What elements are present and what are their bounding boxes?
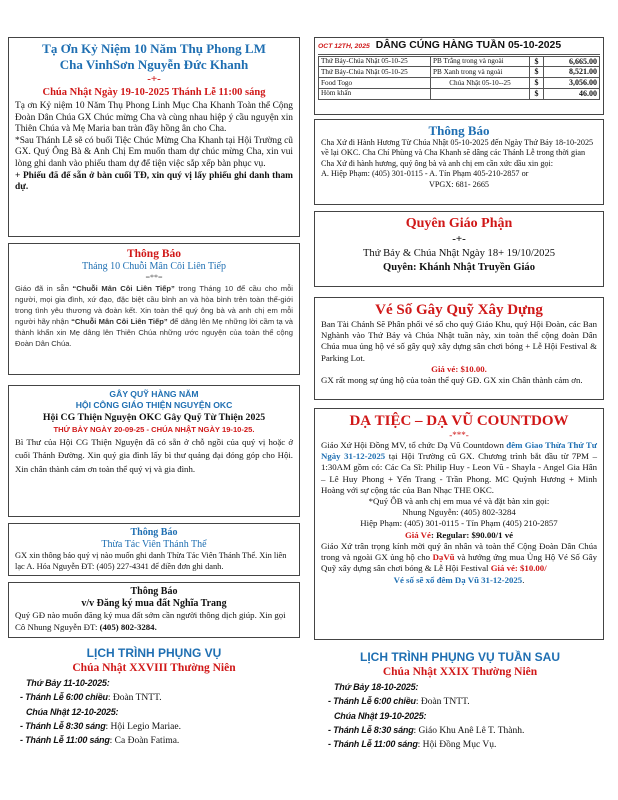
schedule-day-2: Chúa Nhật 12-10-2025: bbox=[26, 706, 119, 717]
party-text: Giáo Xứ Hội Đồng MV, tổ chức Dạ Vũ Countdown đêm Giao Thừa Thứ Tư Ngày 31-12-2025 tại Hội Trường cũ GX. Chương trình bắt đầu từ 7PM – 1:30AM gồm có: Các Ca Sĩ: Philip Huy - Leon Vũ - Shayla - Angel Gia Hân – Lê Huy Phong + Yến Trang - Trần Phong. MC Quỳnh Hương + Minh Hoàng với sự cộng tác của Ban Nhạc THE OKC. bbox=[321, 440, 597, 495]
charity-text: Bì Thư của Hội CG Thiện Nguyện đã có sẵn ở chỗ ngồi của quý vị hoặc ở cuối Thánh Đường. Xin quý gia đình lấy bì thư quảng đại đóng góp cho Hội. Xin chân thành cảm ơn toàn thể quý vị và gia đình. bbox=[15, 437, 293, 474]
party-title: DẠ TIỆC – DẠ VŨ COUNTDOW bbox=[349, 413, 569, 429]
anniversary-subtitle: Cha VinhSơn Nguyễn Đức Khanh bbox=[59, 57, 249, 72]
cemetery-subtitle: v/v Đăng ký mua đất Nghĩa Trang bbox=[81, 598, 227, 609]
schedule-next-subtitle: Chúa Nhật XXIX Thường Niên bbox=[382, 666, 538, 678]
anniversary-date: Chúa Nhật Ngày 19-10-2025 Thánh Lễ 11:00 sáng bbox=[42, 87, 266, 98]
schedule-next-day-1: Thứ Bảy 18-10-2025: bbox=[334, 682, 419, 692]
lottery-notice bbox=[314, 297, 604, 400]
weekly-offering bbox=[314, 37, 604, 115]
anniversary-ornament: -+- bbox=[147, 73, 161, 85]
schedule-this-week bbox=[8, 646, 300, 796]
charity-dates: THỨ BẢY NGÀY 20-09-25 - CHÚA NHẬT NGÀY 19-10-25. bbox=[53, 425, 255, 434]
weekly-title: DÂNG CÚNG HÀNG TUẦN 05-10-2025 bbox=[375, 40, 562, 51]
anniversary-signup-text: + Phiếu đã để sẵn ở bàn cuối TĐ, xin quý vị lấy phiếu ghi danh tham dự. bbox=[15, 170, 293, 193]
eucharist-text: GX xin thông báo quý vị nào muốn ghi danh Thừa Tác Viên Thánh Thể. Xin liên lạc A. Hóa Nguyễn ĐT: (405) 227-4341 để điền đơn ghi danh. bbox=[15, 551, 287, 571]
diocese-ornament: -+- bbox=[452, 233, 466, 245]
rosary-ornament: =**= bbox=[145, 273, 163, 282]
offering-table bbox=[318, 56, 600, 100]
rosary-notice bbox=[8, 243, 300, 375]
eucharist-notice bbox=[8, 523, 300, 576]
lottery-thanks: GX rất mong sự ủng hộ của toàn thể quý GĐ. GX xin Chân thành cảm ơn. bbox=[321, 375, 583, 386]
pilgrimage-title: Thông Báo bbox=[428, 123, 490, 138]
pilgrimage-notice bbox=[314, 119, 604, 205]
anniversary-notice bbox=[8, 37, 300, 237]
rosary-subtitle: Tháng 10 Chuỗi Mân Côi Liên Tiếp bbox=[82, 261, 226, 272]
lottery-title: Vé Số Gây Quỹ Xây Dựng bbox=[375, 302, 543, 318]
table-row: Thứ Bảy-Chúa Nhật 05-10-25 PB Xanh trong và ngoài $ 8,521.00 bbox=[319, 67, 600, 78]
schedule-next-mass-1: - Thánh Lễ 6:00 chiều: Đoàn TNTT. bbox=[328, 695, 470, 707]
diocese-title: Quyên Giáo Phận bbox=[405, 216, 513, 231]
schedule-mass-3: - Thánh Lễ 11:00 sáng: Ca Đoàn Fatima. bbox=[20, 735, 180, 747]
charity-notice bbox=[8, 385, 300, 517]
party-price: Giá Vé: Regular: $90.00/1 vé bbox=[404, 529, 514, 540]
lottery-text: Ban Tài Chánh Sẽ Phân phối vé số cho quý Giáo Khu, quý Hội Đoàn, các Ban Nghành vào Thứ Bảy và Chúa Nhật tuần này, xin toàn thể cộng đoàn Dân Chúa mua ủng hộ vé số gây quỹ xây dựng sân chơi bóng + Lễ Hội Festival & Parking Lot. bbox=[321, 319, 597, 363]
eucharist-subtitle: Thừa Tác Viên Thánh Thể bbox=[101, 539, 207, 550]
schedule-next-week bbox=[314, 650, 606, 796]
charity-org: HỘI CÔNG GIÁO THIỆN NGUYỆN OKC bbox=[75, 400, 233, 410]
rosary-text: Giáo đã in sẵn “Chuỗi Mân Côi Liên Tiếp” trong Tháng 10 để cầu cho mỗi người, mọi gia đình, xứ đạo, đặc biệt cầu bình an và hòa bình trên toàn thế-giới trong tình yêu thương và đoàn kết. Xin toàn thể quý ông bà và anh chị em mỗi người hãy nhận “Chuỗi Mân Côi Liên Tiếp” để dâng lên Mẹ những lời cầm tạ và thành khẩn xin Mẹ dâng lên Thiên Chúa những ước nguyện của toàn thể cộng Đoàn Dân Chúa. bbox=[15, 284, 293, 348]
party-contact-2: Hiệp Phạm: (405) 301-0115 - Tín Phạm (405) 210-2857 bbox=[360, 518, 558, 529]
party-invite: Giáo Xứ trân trọng kính mời quý ân nhân và toàn thể Cộng Đoàn Dân Chúa trong và ngoài GX ủng hộ cho DạVũ và hướng ứng mua Ủng Hộ Vé Số Gây Quỹ xây dựng sân chơi bóng & Lễ Hội Festival Giá vé: $10.00/ bbox=[321, 540, 597, 574]
party-contact-1: Nhung Nguyễn: (405) 802-3284 bbox=[402, 507, 516, 518]
cemetery-text: Quý GĐ nào muốn đăng ký mua đất sớm cần người thông dịch giúp. Xin gọi Cô Nhung Nguyễn ĐT: (405) 802-3284. bbox=[15, 610, 286, 632]
anniversary-title: Tạ Ơn Kỷ Niệm 10 Năm Thụ Phong LM bbox=[42, 41, 266, 56]
schedule-title: LỊCH TRÌNH PHỤNG VỤ bbox=[86, 646, 222, 660]
anniversary-party-text: *Sau Thánh Lễ sẽ có buổi Tiệc Chúc Mừng Cha Khanh tại Hội Trường cũ GX. Quý Ông Bà & Anh Chị Em muốn tham dự chúc mừng Cha, xin vui lòng ghi danh vào phiếu tham dự để tiện việc sắp xếp bàn phục vụ. bbox=[15, 135, 293, 169]
schedule-mass-1: - Thánh Lễ 6:00 chiều: Đoàn TNTT. bbox=[20, 691, 162, 703]
table-row: Food Togo Chúa Nhật 05-10--25 $ 3,056.00 bbox=[319, 78, 600, 89]
schedule-subtitle: Chúa Nhật XXVIII Thường Niên bbox=[72, 662, 236, 674]
cemetery-title: Thông Báo bbox=[130, 586, 178, 597]
schedule-next-title: LỊCH TRÌNH PHỤNG VỤ TUẦN SAU bbox=[360, 650, 560, 664]
pilgrimage-contacts: A. Hiệp Phạm: (405) 301-0115 - A. Tín Phạm 405-210-2857 or bbox=[321, 169, 529, 179]
pilgrimage-text: Cha Xứ đi Hành Hương Từ Chúa Nhật 05-10-2025 đến Ngày Thứ Bảy 18-10-2025 về lại OKC. Cha Chí Phùng và Cha Khanh sẽ dâng các Thánh Lễ trong thời gian Cha Xứ đi hành hương, quý ông bà và anh chị em cần xức dầu xin gọi: bbox=[321, 138, 594, 168]
schedule-next-day-2: Chúa Nhật 19-10-2025: bbox=[334, 710, 427, 721]
schedule-day-1: Thứ Bảy 11-10-2025: bbox=[26, 678, 110, 688]
diocese-dates: Thứ Bảy & Chúa Nhật Ngày 18+ 19/10/2025 bbox=[362, 248, 556, 259]
rosary-title: Thông Báo bbox=[126, 248, 181, 260]
schedule-next-mass-2: - Thánh Lễ 8:30 sáng: Giáo Khu Anê Lê T. Thành. bbox=[328, 724, 525, 736]
diocese-purpose: Quyên: Khánh Nhật Truyền Giáo bbox=[382, 262, 536, 273]
anniversary-text: Tạ ơn Kỷ niệm 10 Năm Thụ Phong Linh Mục Cha Khanh Toàn thể Cộng Đoàn Dân Chúa GX Chúc mừng Cha và cùng nhau hiệp ý cầu nguyện xin Thiên Chúa và Mẹ Maria ban tràn đầy hồng ân cho Cha. bbox=[15, 101, 293, 135]
eucharist-title: Thông Báo bbox=[130, 527, 178, 538]
charity-head: GÂY QUỸ HÀNG NĂM bbox=[109, 389, 199, 399]
charity-title: Hội CG Thiện Nguyện OKC Gây Quỹ Từ Thiện 2025 bbox=[42, 412, 266, 423]
party-reservation: *Quý ÔB và anh chị em mua vé và đặt bàn xin gọi: bbox=[368, 496, 550, 507]
weekly-date-tag: OCT 12TH, 2025 bbox=[318, 43, 370, 50]
cemetery-notice bbox=[8, 582, 300, 638]
schedule-mass-2: - Thánh Lễ 8:30 sáng: Hội Legio Mariae. bbox=[20, 720, 181, 732]
party-ornament: -***- bbox=[449, 430, 469, 440]
table-row: Thứ Bảy-Chúa Nhật 05-10-25 PB Trắng trong và ngoài $ 6,665.00 bbox=[319, 56, 600, 67]
diocese-collection bbox=[314, 211, 604, 287]
party-draw: Vé số sẽ xổ đêm Dạ Vũ 31-12-2025. bbox=[393, 575, 525, 586]
lottery-price: Giá vé: $10.00. bbox=[431, 363, 487, 374]
pilgrimage-office: VPGX: 681- 2665 bbox=[428, 179, 490, 189]
table-row: Hòm khấn $ 46.00 bbox=[319, 88, 600, 99]
schedule-next-mass-3: - Thánh Lễ 11:00 sáng: Hội Đồng Mục Vụ. bbox=[328, 739, 497, 751]
countdown-party bbox=[314, 408, 604, 640]
